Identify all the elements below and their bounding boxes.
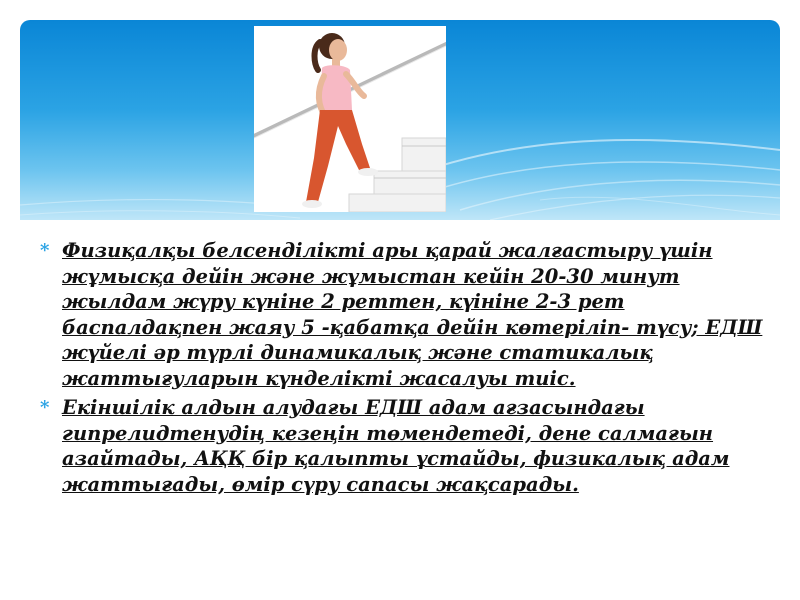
bullet-marker-icon: *: [40, 240, 50, 261]
bullet-item: [40, 238, 770, 391]
bullet-text: Екіншілік алдын алудағы ЕДШ адам ағзасындағы гипрелидтенудің кезеңін төмендетеді, дене салмағын азайтады, АҚҚ бір қалыпты ұстайды, физикалық адам жаттығады, өмір сүру сапасы жақсарады.: [62, 396, 730, 496]
bullet-text: Физиқалқы белсенділікті ары қарай жалғастыру үшін жұмысқа дейін және жұмыстан кейін 20-30 минут жылдам жүру күніне 2 реттен, күініне 2-3 рет баспалдақпен жаяу 5 -қабатқа дейін көтеріліп- түсу; ЕДШ жүйелі әр түрлі динамикалық және статикалық жаттығуларын күнделікті жасалуы тиіс.: [62, 239, 763, 390]
slide-body: [40, 238, 770, 501]
bullet-marker-icon: *: [40, 397, 50, 418]
woman-climbing-stairs-photo: [254, 26, 446, 212]
bullet-item: [40, 395, 770, 497]
